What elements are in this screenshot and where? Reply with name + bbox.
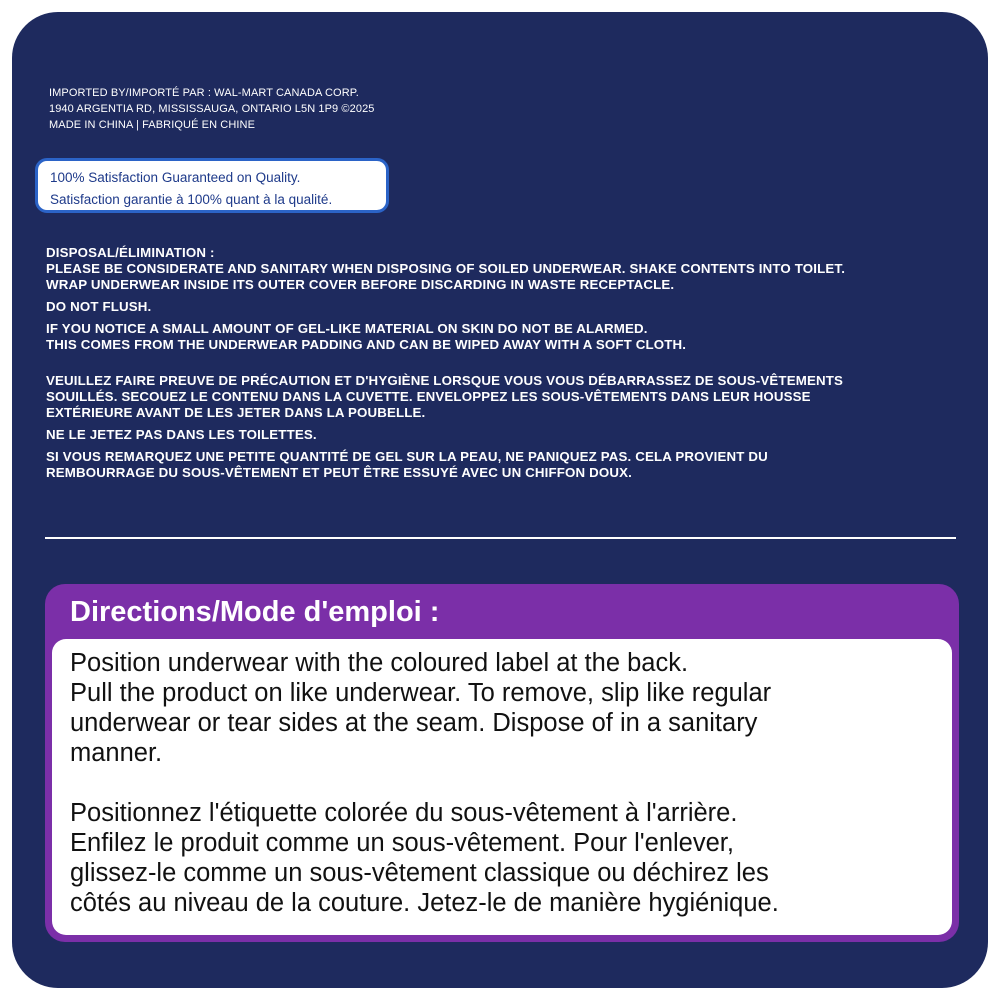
directions-en-line: Pull the product on like underwear. To remove, slip like regular — [70, 679, 772, 707]
section-divider — [45, 537, 956, 539]
disposal-en-line: THIS COMES FROM THE UNDERWEAR PADDING AND CAN BE WIPED AWAY WITH A SOFT CLOTH. — [46, 337, 687, 352]
directions-title: Directions/Mode d'emploi : — [70, 596, 440, 628]
disposal-fr-line: REMBOURRAGE DU SOUS-VÊTEMENT ET PEUT ÊTRE ESSUYÉ AVEC UN CHIFFON DOUX. — [46, 465, 633, 480]
directions-en-line: underwear or tear sides at the seam. Dispose of in a sanitary — [70, 709, 758, 737]
disposal-fr-line: VEUILLEZ FAIRE PREUVE DE PRÉCAUTION ET D'HYGIÈNE LORSQUE VOUS VOUS DÉBARRASSEZ DE SOUS-VÊTEMENTS — [46, 373, 844, 388]
disposal-en-line: IF YOU NOTICE A SMALL AMOUNT OF GEL-LIKE MATERIAL ON SKIN DO NOT BE ALARMED. — [46, 321, 648, 336]
disposal-en-no-flush: DO NOT FLUSH. — [46, 299, 152, 314]
directions-fr-line: côtés au niveau de la couture. Jetez-le de manière hygiénique. — [70, 889, 779, 917]
importer-line: IMPORTED BY/IMPORTÉ PAR : WAL-MART CANADA CORP. — [49, 87, 359, 99]
guarantee-english: 100% Satisfaction Guaranteed on Quality. — [50, 170, 301, 185]
label-panel — [12, 12, 988, 988]
directions-fr-line: glissez-le comme un sous-vêtement classique ou déchirez les — [70, 859, 769, 887]
guarantee-french: Satisfaction garantie à 100% quant à la qualité. — [50, 192, 333, 207]
disposal-fr-line: SOUILLÉS. SECOUEZ LE CONTENU DANS LA CUVETTE. ENVELOPPEZ LES SOUS-VÊTEMENTS DANS LEUR HOUSSE — [46, 389, 811, 404]
disposal-section — [46, 245, 981, 481]
disposal-fr-line: EXTÉRIEURE AVANT DE LES JETER DANS LA POUBELLE. — [46, 405, 426, 420]
satisfaction-guarantee-box — [35, 158, 389, 213]
importer-info — [49, 85, 569, 133]
directions-fr-line: Enfilez le produit comme un sous-vêtement. Pour l'enlever, — [70, 829, 734, 857]
disposal-en-line: WRAP UNDERWEAR INSIDE ITS OUTER COVER BEFORE DISCARDING IN WASTE RECEPTACLE. — [46, 277, 675, 292]
disposal-fr-no-flush: NE LE JETEZ PAS DANS LES TOILETTES. — [46, 427, 317, 442]
disposal-fr-line: SI VOUS REMARQUEZ UNE PETITE QUANTITÉ DE GEL SUR LA PEAU, NE PANIQUEZ PAS. CELA PROVIENT DU — [46, 449, 768, 464]
address-line: 1940 ARGENTIA RD, MISSISSAUGA, ONTARIO L5N 1P9 ©2025 — [49, 103, 375, 115]
directions-fr-line: Positionnez l'étiquette colorée du sous-vêtement à l'arrière. — [70, 799, 738, 827]
directions-body — [52, 639, 952, 935]
origin-line: MADE IN CHINA | FABRIQUÉ EN CHINE — [49, 119, 256, 131]
disposal-en-line: PLEASE BE CONSIDERATE AND SANITARY WHEN DISPOSING OF SOILED UNDERWEAR. SHAKE CONTENTS INTO TOILET. — [46, 261, 846, 276]
directions-en-line: manner. — [70, 739, 163, 767]
directions-en-line: Position underwear with the coloured label at the back. — [70, 649, 689, 677]
directions-box — [45, 584, 959, 942]
disposal-heading: DISPOSAL/ÉLIMINATION : — [46, 245, 215, 260]
